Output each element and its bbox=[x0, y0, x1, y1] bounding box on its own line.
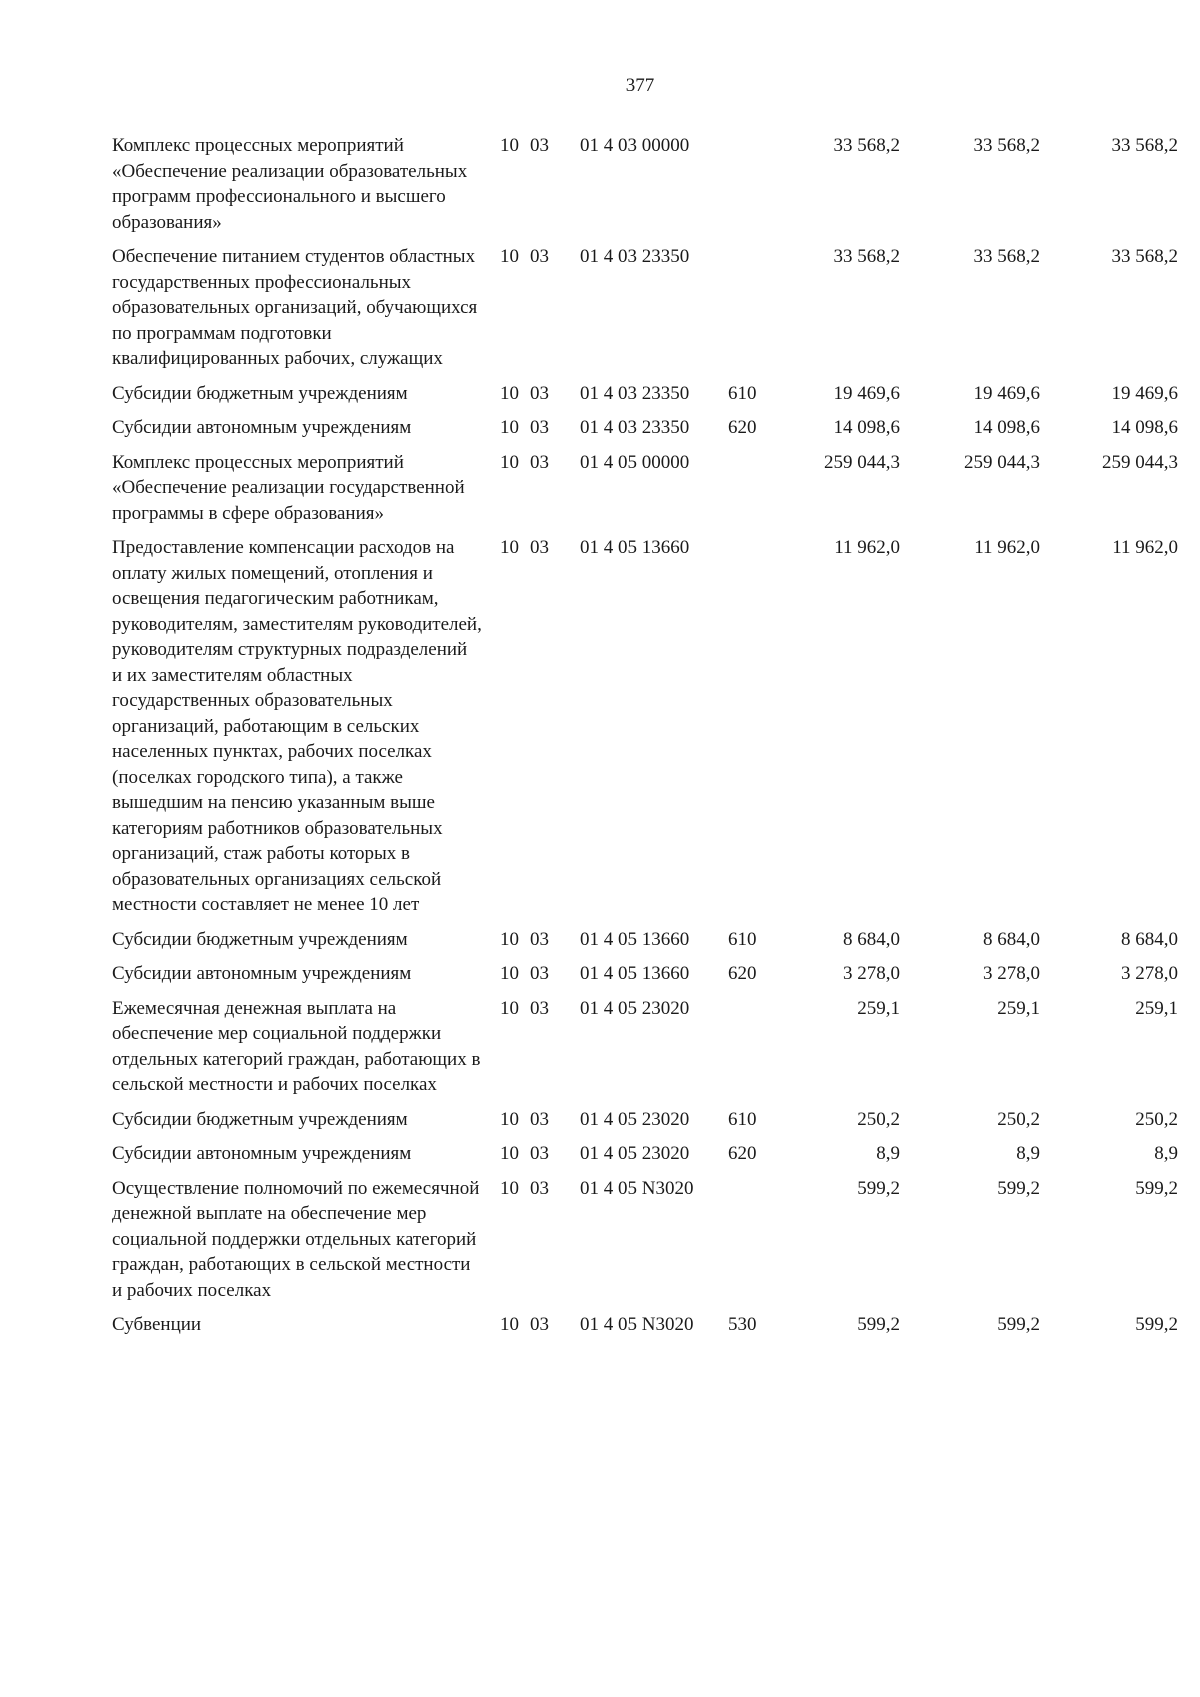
subsection-code: 03 bbox=[530, 451, 549, 473]
section-code: 10 bbox=[500, 963, 519, 984]
table-row bbox=[0, 1107, 1200, 1133]
row-name: Субсидии автономным учреждениям bbox=[112, 963, 412, 984]
amount-year-3: 250,2 bbox=[1135, 1108, 1178, 1130]
amount-year-1: 19 469,6 bbox=[833, 382, 900, 404]
amount-year-3: 14 098,6 bbox=[1111, 417, 1178, 438]
row-name: Субсидии бюджетным учреждениям bbox=[112, 1108, 408, 1130]
table-row bbox=[0, 244, 1200, 372]
target-article-code: 01 4 05 13660 bbox=[580, 928, 690, 950]
amount-year-1: 33 568,2 bbox=[833, 135, 900, 156]
amount-year-1: 259,1 bbox=[857, 997, 900, 1019]
target-article-code: 01 4 03 23350 bbox=[580, 417, 690, 438]
expense-type-code: 610 bbox=[728, 928, 757, 950]
section-code: 10 bbox=[500, 1108, 519, 1130]
amount-year-3: 8 684,0 bbox=[1121, 928, 1178, 950]
amount-year-1: 8 684,0 bbox=[843, 928, 900, 950]
target-article-code: 01 4 03 23350 bbox=[580, 246, 690, 267]
expense-type-code: 620 bbox=[728, 417, 757, 438]
amount-year-3: 259,1 bbox=[1135, 997, 1178, 1019]
target-article-code: 01 4 05 23020 bbox=[580, 1143, 690, 1164]
section-code: 10 bbox=[500, 417, 519, 438]
amount-year-1: 599,2 bbox=[857, 1314, 900, 1335]
table-row bbox=[0, 450, 1200, 527]
amount-year-1: 14 098,6 bbox=[833, 417, 900, 438]
expense-type-code: 610 bbox=[728, 382, 757, 404]
table-row bbox=[0, 1141, 1200, 1167]
subsection-code: 03 bbox=[530, 417, 549, 438]
amount-year-3: 259 044,3 bbox=[1102, 451, 1178, 473]
amount-year-1: 599,2 bbox=[857, 1177, 900, 1199]
subsection-code: 03 bbox=[530, 246, 549, 267]
subsection-code: 03 bbox=[530, 1177, 549, 1199]
row-name: Субсидии автономным учреждениям bbox=[112, 417, 412, 438]
amount-year-2: 250,2 bbox=[997, 1108, 1040, 1130]
amount-year-1: 11 962,0 bbox=[834, 537, 900, 558]
target-article-code: 01 4 05 23020 bbox=[580, 1108, 690, 1130]
subsection-code: 03 bbox=[530, 928, 549, 950]
section-code: 10 bbox=[500, 928, 519, 950]
amount-year-3: 33 568,2 bbox=[1111, 246, 1178, 267]
amount-year-2: 8,9 bbox=[1016, 1143, 1040, 1164]
subsection-code: 03 bbox=[530, 963, 549, 984]
section-code: 10 bbox=[500, 382, 519, 404]
amount-year-1: 259 044,3 bbox=[824, 451, 900, 473]
subsection-code: 03 bbox=[530, 382, 549, 404]
amount-year-2: 599,2 bbox=[997, 1177, 1040, 1199]
table-row bbox=[0, 381, 1200, 407]
target-article-code: 01 4 05 N3020 bbox=[580, 1177, 694, 1199]
amount-year-2: 259,1 bbox=[997, 997, 1040, 1019]
amount-year-3: 33 568,2 bbox=[1111, 135, 1178, 156]
section-code: 10 bbox=[500, 246, 519, 267]
amount-year-2: 33 568,2 bbox=[973, 246, 1040, 267]
row-name: Ежемесячная денежная выплата на обеспечение мер социальной поддержки отдельных категорий граждан, работающих в сельской местности и рабочих поселках bbox=[112, 997, 481, 1095]
row-name: Субвенции bbox=[112, 1314, 202, 1335]
expense-type-code: 530 bbox=[728, 1314, 757, 1335]
subsection-code: 03 bbox=[530, 1314, 549, 1335]
section-code: 10 bbox=[500, 451, 519, 473]
table-row bbox=[0, 961, 1200, 987]
amount-year-3: 599,2 bbox=[1135, 1177, 1178, 1199]
table-row bbox=[0, 1312, 1200, 1338]
amount-year-3: 19 469,6 bbox=[1111, 382, 1178, 404]
section-code: 10 bbox=[500, 135, 519, 156]
table-row bbox=[0, 133, 1200, 235]
amount-year-3: 3 278,0 bbox=[1121, 963, 1178, 984]
row-name: Субсидии бюджетным учреждениям bbox=[112, 382, 408, 404]
budget-table bbox=[0, 133, 1200, 1347]
amount-year-2: 259 044,3 bbox=[964, 451, 1040, 473]
amount-year-2: 19 469,6 bbox=[973, 382, 1040, 404]
amount-year-2: 3 278,0 bbox=[983, 963, 1040, 984]
row-name: Комплекс процессных мероприятий «Обеспечение реализации государственной программы в сфере образования» bbox=[112, 451, 465, 524]
row-name: Субсидии бюджетным учреждениям bbox=[112, 928, 408, 950]
amount-year-2: 599,2 bbox=[997, 1314, 1040, 1335]
section-code: 10 bbox=[500, 1314, 519, 1335]
subsection-code: 03 bbox=[530, 1143, 549, 1164]
row-name: Осуществление полномочий по ежемесячной денежной выплате на обеспечение мер социальной поддержки отдельных категорий граждан, работающих в сельской местности и рабочих поселках bbox=[112, 1177, 480, 1301]
expense-type-code: 620 bbox=[728, 963, 757, 984]
section-code: 10 bbox=[500, 1177, 519, 1199]
table-row bbox=[0, 996, 1200, 1098]
amount-year-2: 11 962,0 bbox=[974, 537, 1040, 558]
target-article-code: 01 4 03 00000 bbox=[580, 135, 690, 156]
subsection-code: 03 bbox=[530, 1108, 549, 1130]
target-article-code: 01 4 05 13660 bbox=[580, 963, 690, 984]
row-name: Обеспечение питанием студентов областных государственных профессиональных образовательных организаций, обучающихся по программам подготовки квалифицированных рабочих, служащих bbox=[112, 246, 478, 369]
amount-year-2: 14 098,6 bbox=[973, 417, 1040, 438]
subsection-code: 03 bbox=[530, 997, 549, 1019]
subsection-code: 03 bbox=[530, 537, 549, 558]
row-name: Субсидии автономным учреждениям bbox=[112, 1143, 412, 1164]
target-article-code: 01 4 03 23350 bbox=[580, 382, 690, 404]
expense-type-code: 620 bbox=[728, 1143, 757, 1164]
row-name: Комплекс процессных мероприятий «Обеспечение реализации образовательных программ профессионального и высшего образования» bbox=[112, 135, 468, 233]
amount-year-1: 3 278,0 bbox=[843, 963, 900, 984]
amount-year-1: 33 568,2 bbox=[833, 246, 900, 267]
section-code: 10 bbox=[500, 1143, 519, 1164]
target-article-code: 01 4 05 00000 bbox=[580, 451, 690, 473]
section-code: 10 bbox=[500, 537, 519, 558]
page-number: 377 bbox=[625, 75, 655, 96]
amount-year-1: 250,2 bbox=[857, 1108, 900, 1130]
section-code: 10 bbox=[500, 997, 519, 1019]
subsection-code: 03 bbox=[530, 135, 549, 156]
amount-year-1: 8,9 bbox=[876, 1143, 900, 1164]
table-row bbox=[0, 415, 1200, 441]
table-row bbox=[0, 535, 1200, 918]
table-row bbox=[0, 927, 1200, 953]
amount-year-3: 11 962,0 bbox=[1112, 537, 1178, 558]
amount-year-3: 8,9 bbox=[1154, 1143, 1178, 1164]
amount-year-2: 8 684,0 bbox=[983, 928, 1040, 950]
target-article-code: 01 4 05 N3020 bbox=[580, 1314, 694, 1335]
expense-type-code: 610 bbox=[728, 1108, 757, 1130]
amount-year-3: 599,2 bbox=[1135, 1314, 1178, 1335]
amount-year-2: 33 568,2 bbox=[973, 135, 1040, 156]
table-row bbox=[0, 1176, 1200, 1304]
row-name: Предоставление компенсации расходов на оплату жилых помещений, отопления и освещения педагогическим работникам, руководителям, заместителям руководителей, руководителям структурных подразделений и их заместителям областных государственных образовательных организаций, работающим в сельских населенных пунктах, рабочих поселках (поселках городского типа), а также вышедшим на пенсию указанным выше категориям работников образовательных организаций, стаж работы которых в образовательных организациях сельской местности составляет не менее 10 лет bbox=[112, 537, 482, 915]
target-article-code: 01 4 05 23020 bbox=[580, 997, 690, 1019]
target-article-code: 01 4 05 13660 bbox=[580, 537, 690, 558]
